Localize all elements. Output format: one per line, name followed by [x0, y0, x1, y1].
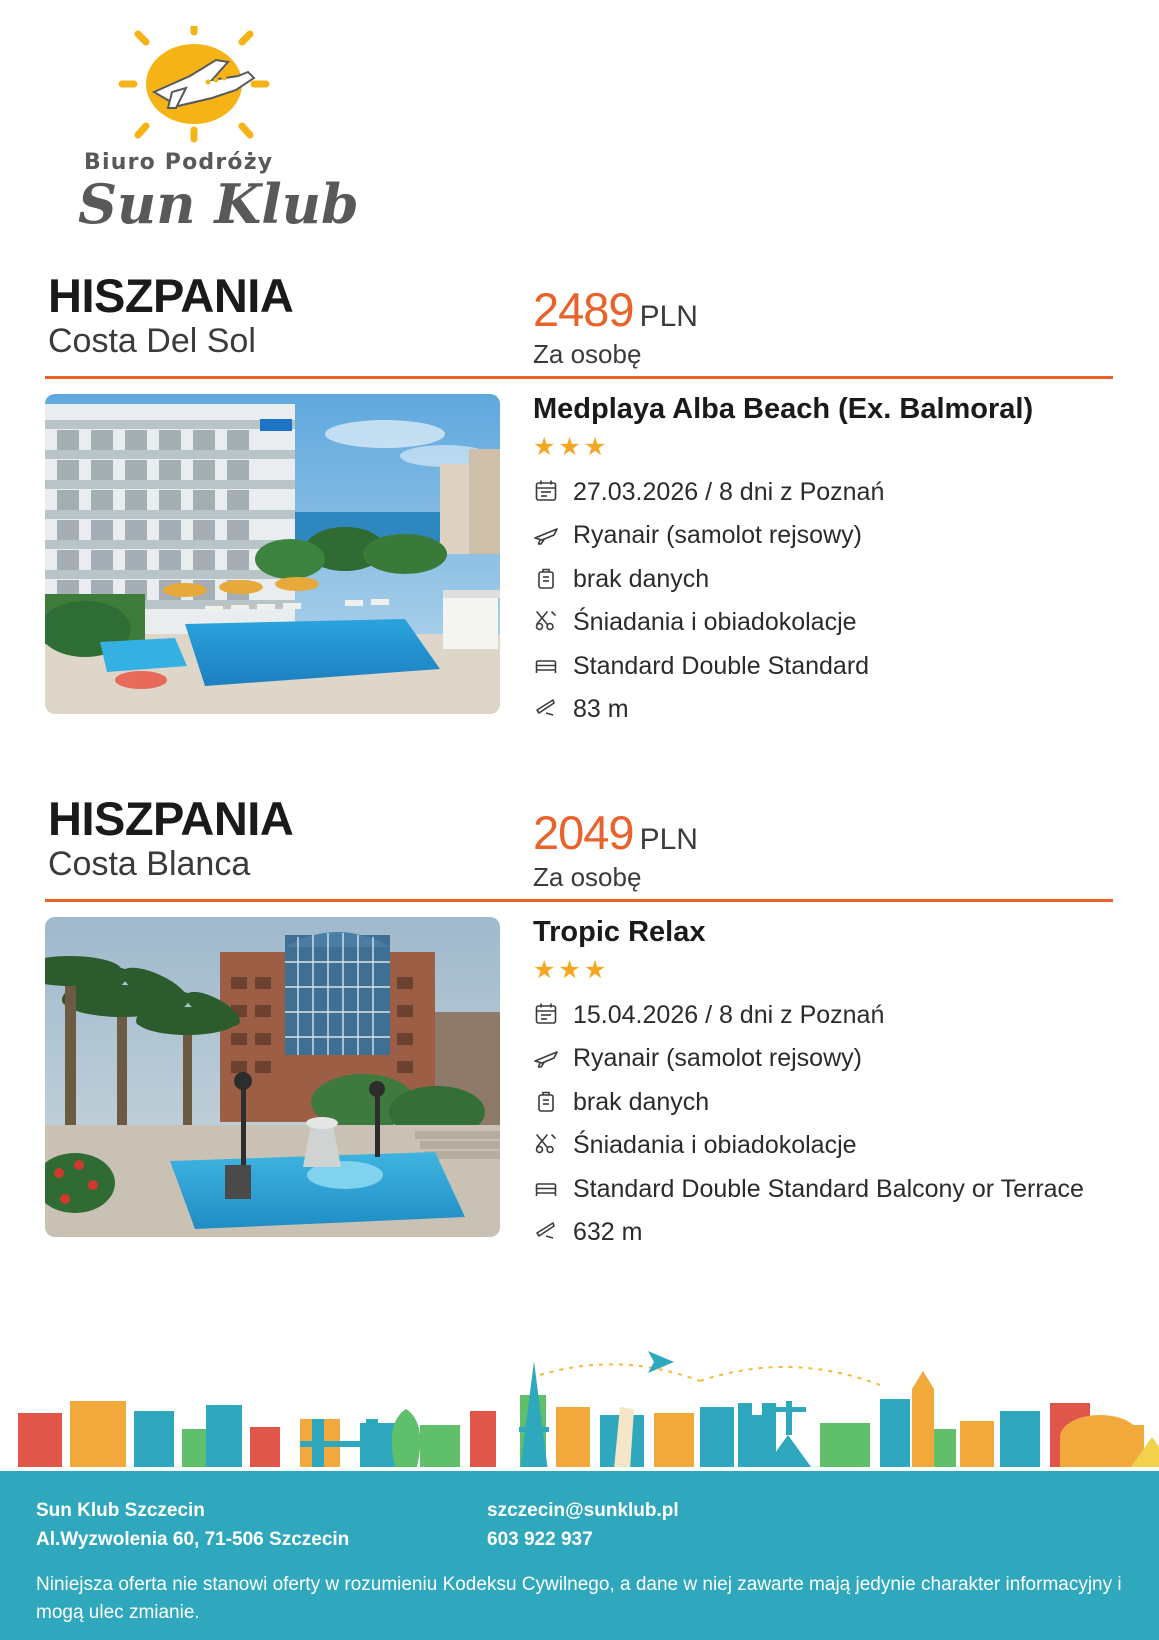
suitcase-icon [533, 1084, 573, 1114]
cutlery-icon [533, 1127, 573, 1157]
price-per-person: Za osobę [533, 339, 642, 369]
detail-text: 15.04.2026 / 8 dni z Poznań [573, 1000, 885, 1029]
price-currency: PLN [639, 300, 698, 333]
hotel-photo [45, 394, 500, 714]
detail-text: Śniadania i obiadokolacje [573, 1131, 857, 1160]
detail-text: brak danych [573, 1087, 710, 1116]
footer-company-block [36, 1497, 349, 1554]
company-name: Sun Klub Szczecin [36, 1500, 205, 1521]
sun-airplane-icon [116, 26, 276, 146]
footer-contact-block [487, 1497, 679, 1554]
company-address: Al.Wyzwolenia 60, 71-506 Szczecin [36, 1528, 350, 1550]
calendar-icon [533, 474, 573, 504]
legal-disclaimer: Niniejsza oferta nie stanowi oferty w rozumieniu Kodeksu Cywilnego, a dane w niej zawarte mają jedynie charakter informacyjny i mogą ulec zmianie. [36, 1574, 1122, 1623]
detail-row-room [533, 1171, 1133, 1208]
bed-icon [533, 1171, 573, 1201]
detail-text: Standard Double Standard Balcony or Terrace [573, 1174, 1084, 1203]
price-amount: 2049 [533, 806, 634, 859]
offer-region: Costa Blanca [48, 845, 251, 883]
cutlery-icon [533, 604, 573, 634]
detail-text: Ryanair (samolot rejsowy) [573, 1044, 862, 1073]
detail-row-board [533, 1127, 1133, 1164]
price-amount: 2489 [533, 283, 634, 336]
detail-text: Śniadania i obiadokolacje [573, 608, 857, 637]
star-rating: ★★★ [533, 432, 610, 461]
offer-price [533, 282, 698, 370]
offer-region: Costa Del Sol [48, 322, 256, 360]
divider [45, 376, 1113, 379]
divider [45, 899, 1113, 902]
airplane-icon [533, 1040, 573, 1070]
detail-row-baggage [533, 1084, 1133, 1121]
suitcase-icon [533, 561, 573, 591]
price-per-person: Za osobę [533, 862, 642, 892]
detail-row-board [533, 604, 1133, 641]
detail-text: brak danych [573, 564, 710, 593]
contact-phone[interactable]: 603 922 937 [487, 1528, 593, 1550]
offer-price [533, 805, 698, 893]
city-skyline-illustration [0, 1341, 1159, 1471]
detail-text: Ryanair (samolot rejsowy) [573, 521, 862, 550]
star-rating: ★★★ [533, 955, 610, 984]
detail-row-transport [533, 1040, 1133, 1077]
brand-tagline: Biuro Podróży [84, 150, 274, 175]
detail-text: 27.03.2026 / 8 dni z Poznań [573, 477, 885, 506]
beach-umbrella-icon [533, 691, 573, 721]
offer-details [533, 394, 1133, 735]
bed-icon [533, 648, 573, 678]
detail-row-room [533, 648, 1133, 685]
detail-text: 632 m [573, 1218, 643, 1247]
offer-country: HISZPANIA [48, 792, 294, 845]
footer [0, 1471, 1159, 1640]
offer-details [533, 917, 1133, 1258]
detail-row-baggage [533, 561, 1133, 598]
detail-row-beach-distance [533, 691, 1133, 728]
detail-row-date [533, 474, 1133, 511]
detail-row-transport [533, 517, 1133, 554]
detail-text: Standard Double Standard [573, 651, 870, 680]
hotel-name: Tropic Relax [533, 916, 706, 948]
airplane-icon [533, 517, 573, 547]
contact-email[interactable]: szczecin@sunklub.pl [487, 1500, 679, 1521]
detail-text: 83 m [573, 695, 629, 724]
detail-row-beach-distance [533, 1214, 1133, 1251]
beach-umbrella-icon [533, 1214, 573, 1244]
offer-country: HISZPANIA [48, 269, 294, 322]
hotel-photo [45, 917, 500, 1237]
detail-row-date [533, 997, 1133, 1034]
price-currency: PLN [639, 823, 698, 856]
brand-logo [78, 22, 378, 236]
hotel-name: Medplaya Alba Beach (Ex. Balmoral) [533, 393, 1034, 425]
calendar-icon [533, 997, 573, 1027]
brand-name: Sun Klub [78, 172, 359, 236]
